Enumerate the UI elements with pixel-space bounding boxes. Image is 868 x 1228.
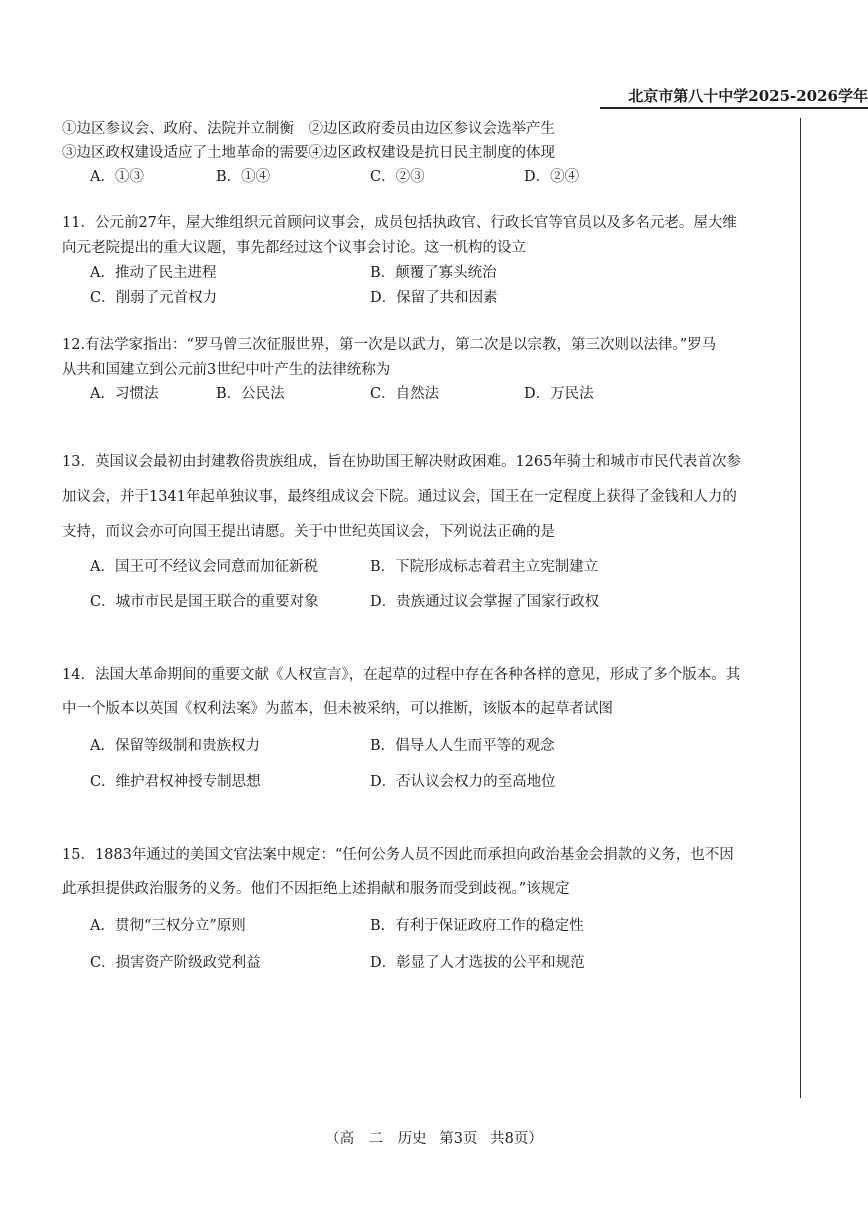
q14-stem-line1: 14．法国大革命期间的重要文献《人权宣言》，在起草的过程中存在各种各样的意见，形成了多个版本。其 (62, 667, 741, 683)
q15-option-c: C．损害资产阶级政党利益 (90, 955, 261, 971)
q11-option-b: B．颠覆了寡头统治 (370, 265, 497, 281)
q12-option-b: B．公民法 (216, 386, 285, 402)
q10-option-d: D．②④ (524, 169, 580, 185)
q13-option-a: A．国王可不经议会同意而加征新税 (90, 559, 318, 575)
q13-option-c: C．城市市民是国王联合的重要对象 (90, 594, 319, 610)
q13-option-b: B．下院形成标志着君主立宪制建立 (370, 559, 599, 575)
q11-option-d: D．保留了共和因素 (370, 290, 498, 306)
q10-statements-line1: ①边区参议会、政府、法院并立制衡 ②边区政府委员由边区参议会选举产生 (62, 121, 555, 137)
q10-option-b: B．①④ (216, 169, 271, 185)
q12-stem-line1: 12.有法学家指出：“罗马曾三次征服世界，第一次是以武力，第二次是以宗教，第三次则以法律。”罗马 (62, 337, 717, 353)
q13-option-d: D．贵族通过议会掌握了国家行政权 (370, 594, 600, 610)
q14-stem-line2: 中一个版本以英国《权利法案》为蓝本，但未被采纳，可以推断，该版本的起草者试图 (62, 701, 613, 717)
q11-stem-line2: 向元老院提出的重大议题，事先都经过这个议事会讨论。这一机构的设立 (62, 240, 526, 256)
footer-page-number: 第3页 (439, 1131, 478, 1147)
q12-option-a: A．习惯法 (90, 386, 159, 402)
q10-option-c: C．②③ (370, 169, 425, 185)
q12-option-c: C．自然法 (370, 386, 440, 402)
q13-stem-line3: 支持，而议会亦可向国王提出请愿。关于中世纪英国议会，下列说法正确的是 (62, 524, 555, 540)
q10-option-a: A．①③ (90, 169, 144, 185)
footer-grade: （高 二 历史 (325, 1131, 427, 1147)
q11-stem-line1: 11．公元前27年，屋大维组织元首顾问议事会，成员包括执政官、行政长官等官员以及多名元老。屋大维 (62, 215, 737, 231)
q15-stem-line1: 15．1883年通过的美国文官法案中规定：“任何公务人员不因此而承担向政治基金会捐款的义务，也不因 (62, 847, 734, 863)
page-header: 北京市第八十中学2025-2026学年 (628, 87, 868, 105)
q12-stem-line2: 从共和国建立到公元前3世纪中叶产生的法律统称为 (62, 362, 391, 378)
right-margin-rule (800, 118, 801, 1098)
q12-option-d: D．万民法 (524, 386, 594, 402)
q15-option-b: B．有利于保证政府工作的稳定性 (370, 918, 584, 934)
footer-total-pages: 共8页） (490, 1131, 543, 1147)
q14-option-c: C．维护君权神授专制思想 (90, 774, 261, 790)
q11-option-a: A．推动了民主进程 (90, 265, 217, 281)
q14-option-b: B．倡导人人生而平等的观念 (370, 738, 555, 754)
header-rule (600, 107, 868, 109)
q14-option-a: A．保留等级制和贵族权力 (90, 738, 260, 754)
q14-option-d: D．否认议会权力的至高地位 (370, 774, 556, 790)
q13-stem-line1: 13．英国议会最初由封建教俗贵族组成，旨在协助国王解决财政困难。1265年骑士和城市市民代表首次参 (62, 454, 741, 470)
q15-option-a: A．贯彻“三权分立”原则 (90, 918, 246, 934)
page-footer (0, 1128, 868, 1150)
q15-option-d: D．彰显了人才选拔的公平和规范 (370, 955, 585, 971)
q10-statements-line2: ③边区政权建设适应了土地革命的需要④边区政权建设是抗日民主制度的体现 (62, 145, 555, 161)
q13-stem-line2: 加议会，并于1341年起单独议事，最终组成议会下院。通过议会，国王在一定程度上获得了金钱和人力的 (62, 489, 737, 505)
q15-stem-line2: 此承担提供政治服务的义务。他们不因拒绝上述捐献和服务而受到歧视。”该规定 (62, 881, 570, 897)
q11-option-c: C．削弱了元首权力 (90, 290, 218, 306)
